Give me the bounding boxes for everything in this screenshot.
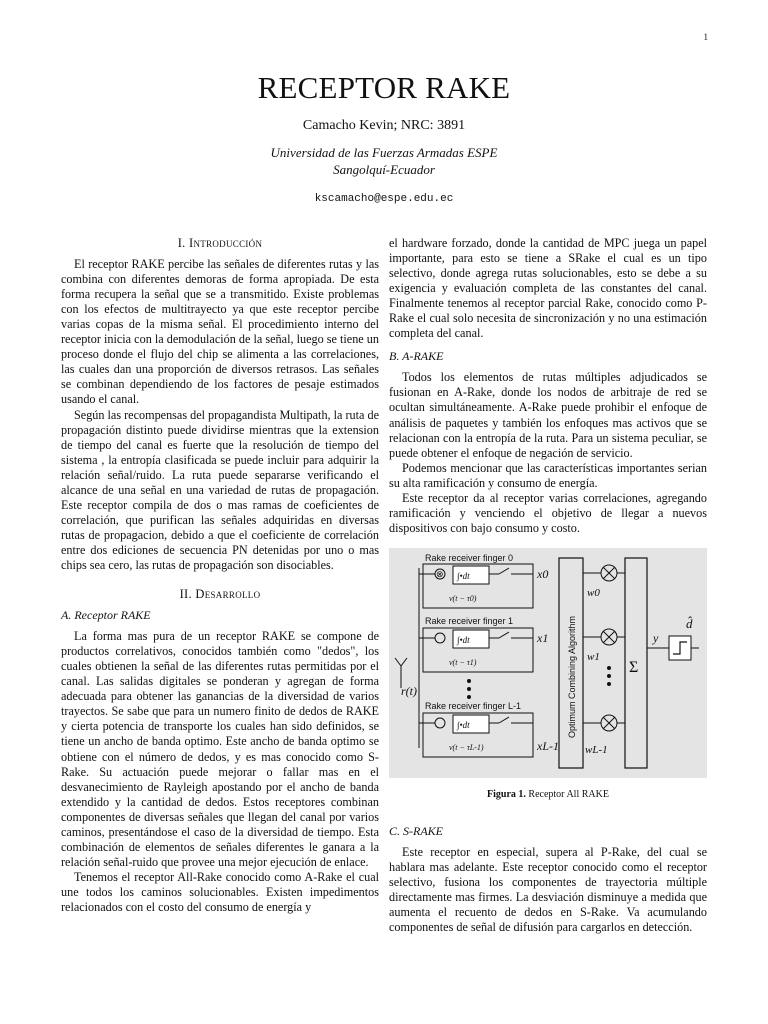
section-a-paragraph-1: La forma mas pura de un receptor RAKE se compone de productos correlativos, conocidos también como "dedos", los cuales obtienen la señal de las diferentes rutas permitidas por el canal. Las salidas digitales se ponderan y agregan de forma adecuada para obtener las ganancias de la diversidad de varios trayectos. Se sabe que para un numero finito de dedos de RAKE y cierta potencia de transporte los cuales han sido definidos, se tiene un ancho de banda optimo. Este ancho de banda optimo se obtiene con el número de dedos, y es mas conocido como S-Rake. Su actuación puede mejorar o fallar mas en el desvanecimiento de Rayleigh apostando por el ancho de banda extendido y la cantidad de dedos. Estos receptores combinan componentes de diversas señales que llegan del canal por varios caminos, presentándose el caso de la diversidad de tiempo. Esta combinación de elementos de señales diferentes le ganara a la relación señal-ruido que provee una mejor ejecución de enlace.: [61, 629, 379, 869]
integrator-1-label: ∫•dt: [457, 634, 470, 645]
wl-label: wL-1: [585, 743, 608, 756]
section-b-paragraph-2: Podemos mencionar que las características importantes serian su alta ramificación y consumo de energía.: [389, 460, 707, 490]
intro-paragraph-1: El receptor RAKE percibe las señales de diferentes rutas y las combina con diferentes demoras de forma apropiada. De esta forma recupera la señal que se a transmitido. Existe problemas con los efectos de multitrayecto ya que este receptor percibe varias copas de la misma señal. El procedimiento interno del receptor inicia con la demodulación de la señal, luego se tiene un proceso donde el flujo del chip se alimenta a las correlaciones, las cuales dan una proporción de diversos retrasos. Las señales se combinan dependiendo de los factores de pesaje estimados usando el canal.: [61, 257, 379, 407]
integrator-l-label: ∫•dt: [457, 719, 470, 730]
x0-label: x0: [537, 566, 549, 581]
section-b-paragraph-1: Todos los elementos de rutas múltiples adjudicados se fusionan en A-Rake, donde los nodos de arbitraje de red se ocultan simultáneamente. A-Rake puede prohibir el enfoque de análisis de paquetes y también los enfoques mas activos que se relacionan con la entropía de la ruta. Para un sistema peculiar, se puede obtener el enfoque de negación de servicio.: [389, 370, 707, 460]
page-number: 1: [703, 32, 708, 42]
figure-1: [389, 548, 707, 802]
figure-caption-text: Receptor All RAKE: [528, 788, 609, 800]
delay-0-label: v(t − τ0): [449, 593, 477, 603]
figure-caption: [389, 787, 707, 802]
author-line: Camacho Kevin; NRC: 3891: [302, 118, 466, 133]
finger-l-label: Rake receiver finger L-1: [425, 700, 522, 711]
sum-symbol: Σ: [629, 658, 639, 676]
affiliation-university: Universidad de las Fuerzas Armadas ESPE: [270, 145, 498, 160]
y-label: y: [653, 630, 659, 645]
combining-algorithm-label: Optimum Combining Algorithm: [567, 615, 577, 738]
rake-diagram-svg: [389, 548, 707, 778]
section-c-paragraph-1: Este receptor en especial, supera al P-Rake, del cual se hablara mas adelante. Este receptor conocido como el receptor selectivo, fusiona los componentes de trayectoria múltiple directamente mas firmes. La desviación disminuye a medida que aumenta el recuento de dedos en S-Rake. Va acumulando componentes de señal de difusión para cargarlos en detección.: [389, 844, 707, 935]
affiliation-location: Sangolquí-Ecuador: [333, 162, 435, 177]
author-email[interactable]: kscamacho@espe.edu.ec: [314, 193, 454, 205]
section-b-paragraph-3: Este receptor da al receptor varias correlaciones, agregando ramificación y venciendo el objetivo de llegar a nuevos dispositivos con bajo consumo y costo.: [389, 490, 707, 535]
subsection-heading-b: B. A-RAKE: [389, 349, 444, 364]
rake-receiver-diagram: [389, 548, 707, 778]
ellipsis-dots: [467, 666, 611, 699]
left-column: [61, 236, 379, 915]
delay-l-label: v(t − τL-1): [449, 742, 484, 752]
multiplier-l-icon: [435, 718, 445, 728]
affiliation: [0, 144, 768, 178]
section-heading-desarrollo: II. Desarrollo: [179, 587, 261, 602]
finger-0-label: Rake receiver finger 0: [425, 552, 514, 563]
w0-label: w0: [587, 586, 600, 599]
delay-1-label: v(t − τ1): [449, 657, 477, 667]
subsection-heading-a: A. Receptor RAKE: [61, 608, 151, 623]
input-signal-label: r(t): [401, 683, 417, 698]
section-a-paragraph-2-start: Tenemos el receptor All-Rake conocido como A-Rake el cual une todos los caminos solucionables. Existen impedimentos relacionados con el costo del consumo de energía y: [61, 869, 379, 914]
section-heading-intro: I. Introducción: [177, 236, 263, 250]
intro-paragraph-2: Según las recompensas del propagandista Multipath, la ruta de propagación distinto puede dividirse mientras que la extension de tiempo del canal es fuerte que la resolución de tiempo del sistema , la entropía clasificada se puede incluir para adquirir la relación señal/ruido. La ruta puede separarse verificando el alcance de una señal en una variedad de rutas de propagación. Este receptor compila de dos o mas ramas de coeficientes de correlación, que purifican las señales adquiridas en diversas rutas de propagacion, debido a que el coeficiente de correlación entre dos ediciones de secuencia PN detenidas por uno o mas chips sea cero, las rutas de propagación son disociables.: [61, 407, 379, 572]
section-a-paragraph-2-cont: el hardware forzado, donde la cantidad de MPC juega un papel importante, para esto se tiene a SRake el cual es un tipo selectivo, donde agrega rutas solucionables, esto se debe a su exigencia y evaluación completa de las constantes del canal. Finalmente tenemos al receptor parcial Rake, conocido como P-Rake el cual solo necesita de sincronización y no una estimación completa del canal.: [389, 236, 707, 341]
x1-label: x1: [537, 630, 549, 645]
integrator-0-label: ∫•dt: [457, 570, 470, 581]
paper-title: RECEPTOR RAKE: [257, 70, 511, 105]
d-hat-label: d̂: [686, 615, 693, 631]
multiplier-1-icon: [435, 633, 445, 643]
w1-label: w1: [587, 650, 600, 663]
right-column: [389, 236, 707, 935]
figure-caption-label: Figura 1.: [487, 788, 526, 800]
subsection-heading-c: C. S-RAKE: [389, 823, 443, 838]
svg-text:⊗: ⊗: [436, 568, 444, 579]
finger-1-label: Rake receiver finger 1: [425, 615, 514, 626]
xl-label: xL-1: [537, 738, 559, 753]
